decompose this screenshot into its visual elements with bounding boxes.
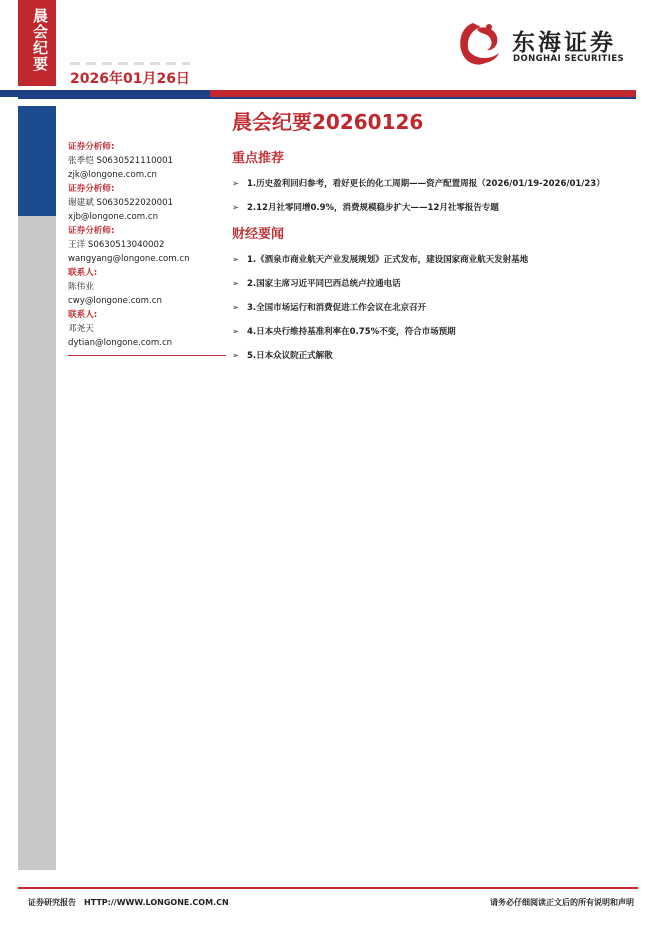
header-rule [18, 97, 636, 99]
report-date: 2026年01月26日 [70, 71, 190, 87]
analyst-name: 谢建斌 S0630522020001 [68, 198, 174, 208]
analyst-name: 王洋 S0630513040002 [68, 240, 165, 250]
analyst-email[interactable]: zjk@longone.com.cn [68, 170, 157, 180]
analyst-role: 联系人: [68, 268, 98, 278]
footer-rule [18, 887, 638, 889]
list-item-text: 2.国家主席习近平同巴西总统卢拉通电话 [247, 279, 401, 289]
list-item[interactable] [232, 277, 652, 289]
logo-chinese-name: 东海证券 [512, 30, 616, 56]
header-band-blue [0, 90, 220, 97]
bullet-arrow-icon: ➢ [232, 203, 240, 213]
sidebar-gray-block [18, 216, 56, 870]
list-item[interactable] [232, 349, 652, 361]
analyst-divider [68, 355, 226, 356]
footer-url-link[interactable]: HTTP://WWW.LONGONE.COM.CN [84, 898, 229, 907]
list-item[interactable] [232, 301, 652, 313]
footer-disclaimer: 请务必仔细阅读正文后的所有说明和声明 [490, 898, 634, 907]
footer-left [28, 897, 229, 908]
analyst-list [68, 140, 228, 356]
list-item[interactable] [232, 253, 652, 265]
analyst-entry [68, 308, 228, 350]
list-item-text: 2.12月社零同增0.9%，消费规模稳步扩大——12月社零报告专题 [247, 203, 499, 213]
analyst-entry [68, 224, 228, 266]
analyst-email[interactable]: cwy@longone.com.cn [68, 296, 162, 306]
bullet-arrow-icon: ➢ [232, 279, 240, 289]
section-heading-key-picks: 重点推荐 [232, 151, 285, 166]
analyst-role: 证券分析师: [68, 142, 115, 152]
analyst-email[interactable]: xjb@longone.com.cn [68, 212, 159, 222]
sidebar-blue-block [18, 106, 56, 216]
list-item-text: 1.《酒泉市商业航天产业发展规划》正式发布，建设国家商业航天发射基地 [247, 255, 529, 265]
analyst-name: 邓尧天 [68, 324, 94, 334]
bullet-arrow-icon: ➢ [232, 327, 240, 337]
analyst-entry [68, 266, 228, 308]
list-item[interactable] [232, 325, 652, 337]
analyst-name: 陈伟业 [68, 282, 94, 292]
header-band-red [210, 90, 636, 97]
footer-label: 证券研究报告 [28, 898, 76, 907]
analyst-email[interactable]: wangyang@longone.com.cn [68, 254, 190, 264]
analyst-entry [68, 140, 228, 182]
list-item-text: 3.全国市场运行和消费促进工作会议在北京召开 [247, 303, 427, 313]
list-item-text: 1.历史盈利回归参考，看好更长的化工周期——资产配置周报（2026/01/19-2026/01/23） [247, 179, 605, 189]
bullet-arrow-icon: ➢ [232, 351, 240, 361]
section-heading-finance-news: 财经要闻 [232, 227, 285, 242]
analyst-role: 证券分析师: [68, 226, 115, 236]
analyst-name: 张季恺 S0630521110001 [68, 156, 174, 166]
analyst-role: 联系人: [68, 310, 98, 320]
side-tab-label: 晨会纪要 [31, 8, 49, 72]
analyst-role: 证券分析师: [68, 184, 115, 194]
list-item[interactable] [232, 177, 652, 189]
logo-english-name: DONGHAI SECURITIES [513, 54, 625, 64]
list-item[interactable] [232, 201, 652, 213]
list-item-text: 4.日本央行维持基准利率在0.75%不变，符合市场预期 [247, 327, 456, 337]
faint-header-line [70, 62, 190, 65]
bullet-arrow-icon: ➢ [232, 255, 240, 265]
analyst-email[interactable]: dytian@longone.com.cn [68, 338, 173, 348]
page-title: 晨会纪要20260126 [232, 110, 424, 134]
analyst-entry [68, 182, 228, 224]
list-item-text: 5.日本众议院正式解散 [247, 351, 333, 361]
bullet-arrow-icon: ➢ [232, 179, 240, 189]
bullet-arrow-icon: ➢ [232, 303, 240, 313]
